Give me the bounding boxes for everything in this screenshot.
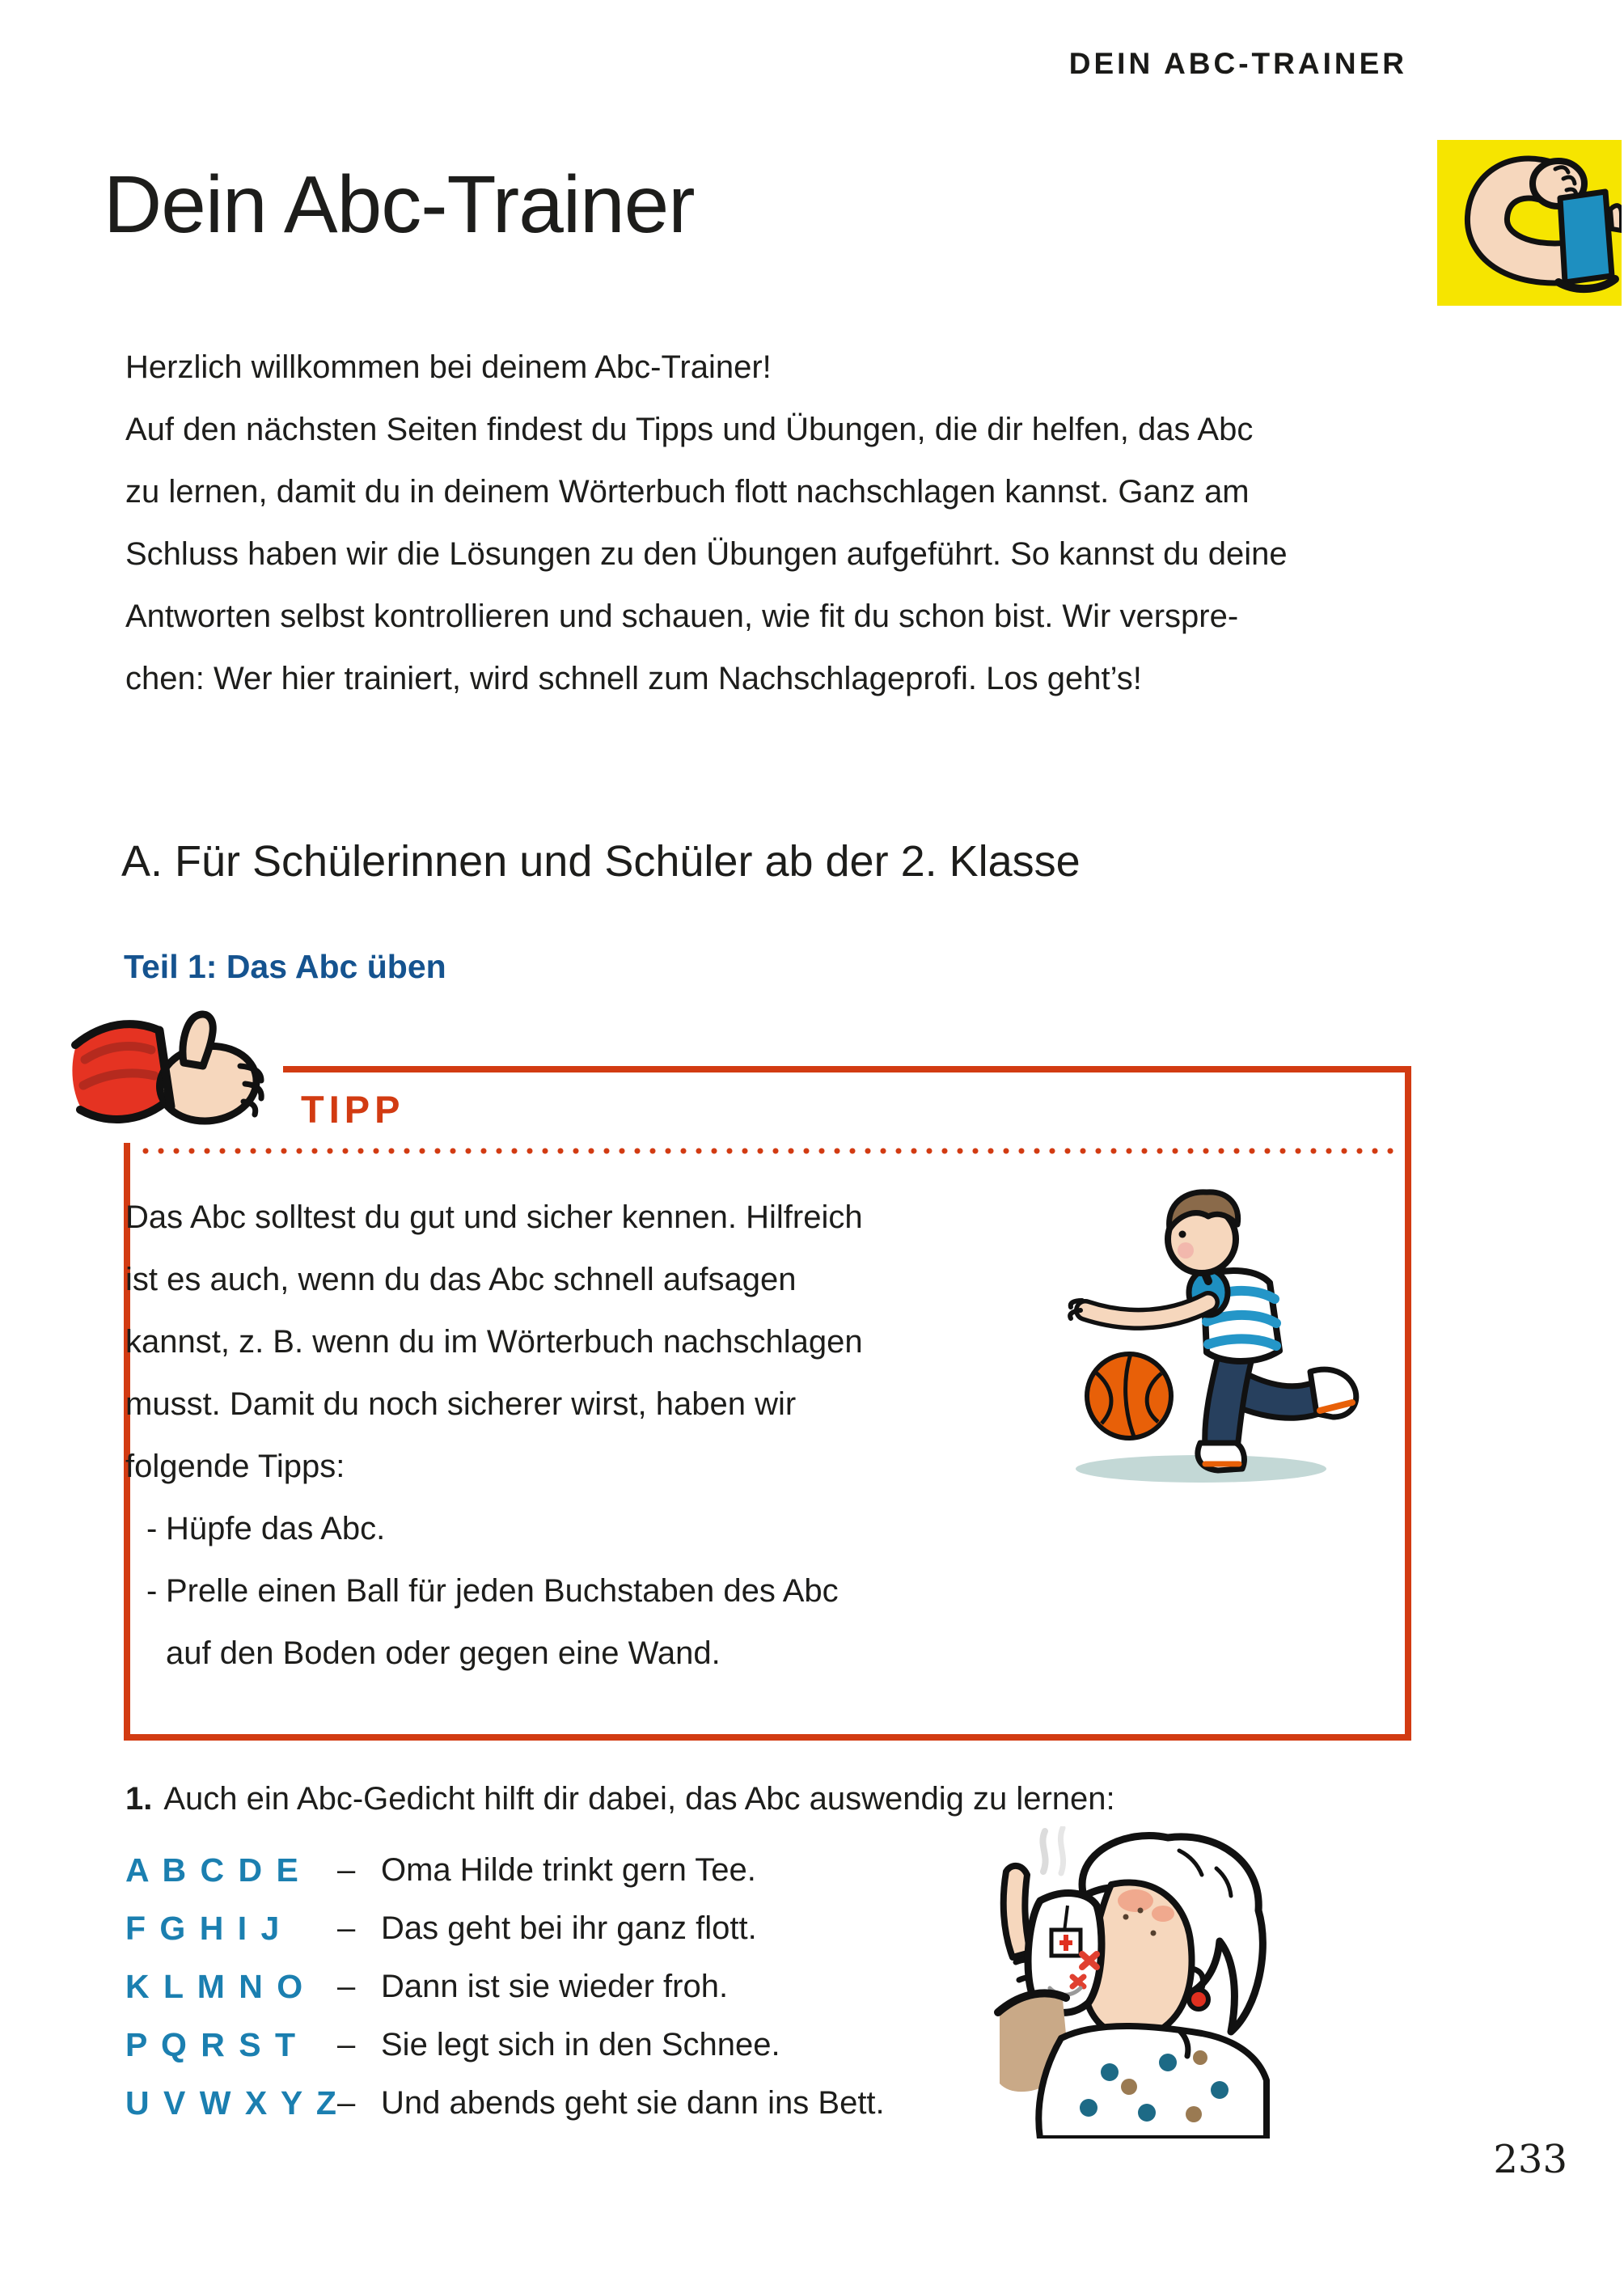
poem-text: Sie legt sich in den Schnee.: [381, 2026, 780, 2062]
poem-letters: U V W X Y Z: [125, 2084, 339, 2122]
poem-row: [125, 1899, 885, 1957]
poem-letters: F G H I J: [125, 1909, 282, 1947]
thumbs-up-illustration: [69, 1009, 283, 1143]
intro-paragraph: [125, 336, 1288, 710]
bullet-dash: -: [146, 1573, 158, 1609]
abc-poem: [125, 1841, 885, 2132]
dotted-divider: [142, 1147, 1394, 1155]
intro-line: Antworten selbst kontrollieren und schauen, wie fit du schon bist. Wir verspre-: [125, 599, 1239, 634]
bullet-dash: [125, 1622, 166, 1685]
intro-line: Schluss haben wir die Lösungen zu den Übungen aufgeführt. So kannst du deine: [125, 536, 1288, 572]
tip-text: [125, 1187, 863, 1685]
poem-text: Und abends geht sie dann ins Bett.: [381, 2084, 885, 2121]
page-title: Dein Abc-Trainer: [104, 159, 695, 250]
intro-line: Auf den nächsten Seiten findest du Tipps und Übungen, die dir helfen, das Abc: [125, 412, 1254, 447]
grandma-tea-icon: [988, 1826, 1276, 2139]
poem-text: Oma Hilde trinkt gern Tee.: [381, 1851, 756, 1888]
tip-line: ist es auch, wenn du das Abc schnell aufsagen: [125, 1262, 797, 1297]
poem-dash: –: [337, 1910, 356, 1946]
thumbs-up-icon: [69, 1009, 283, 1143]
basketball-boy-illustration: [1035, 1179, 1367, 1507]
bullet-text: Prelle einen Ball für jeden Buchstaben des Abc: [166, 1573, 839, 1609]
poem-text: Dann ist sie wieder froh.: [381, 1968, 729, 2004]
poem-letters: P Q R S T: [125, 2025, 298, 2063]
poem-dash: –: [337, 1968, 356, 2004]
exercise-text: Auch ein Abc-Gedicht hilft dir dabei, das Abc auswendig zu lernen:: [163, 1781, 1115, 1817]
flexed-arm-illustration: [1437, 140, 1622, 306]
poem-row: [125, 1841, 885, 1899]
poem-text: Das geht bei ihr ganz flott.: [381, 1910, 757, 1946]
poem-letters: A B C D E: [125, 1851, 301, 1889]
exercise-number: 1.: [125, 1781, 153, 1817]
page-number: 233: [1493, 2137, 1567, 2182]
intro-line: zu lernen, damit du in deinem Wörterbuch flott nachschlagen kannst. Ganz am: [125, 474, 1250, 510]
tip-bullet: [125, 1622, 863, 1685]
flexed-arm-icon: [1437, 140, 1622, 306]
tip-bullet: [125, 1498, 863, 1560]
exercise-prompt: [125, 1781, 1115, 1817]
tip-label: TIPP: [301, 1088, 405, 1131]
tip-line: musst. Damit du noch sicherer wirst, haben wir: [125, 1386, 797, 1422]
basketball-boy-icon: [1035, 1179, 1367, 1507]
poem-dash: –: [337, 2026, 356, 2062]
bullet-text: auf den Boden oder gegen eine Wand.: [166, 1635, 721, 1671]
intro-line: chen: Wer hier trainiert, wird schnell zum Nachschlageprofi. Los geht’s!: [125, 661, 1142, 696]
grandma-tea-illustration: [988, 1826, 1276, 2139]
bullet-text: Hüpfe das Abc.: [166, 1511, 386, 1546]
intro-line: Herzlich willkommen bei deinem Abc-Trainer!: [125, 349, 772, 385]
poem-dash: –: [337, 2084, 356, 2121]
poem-row: [125, 2016, 885, 2074]
tip-line: kannst, z. B. wenn du im Wörterbuch nachschlagen: [125, 1324, 863, 1360]
running-head: DEIN ABC-TRAINER: [1068, 47, 1407, 80]
poem-dash: –: [337, 1851, 356, 1888]
tip-line: folgende Tipps:: [125, 1449, 345, 1484]
bullet-dash: -: [146, 1511, 158, 1546]
section-subheading: Teil 1: Das Abc üben: [124, 948, 446, 985]
poem-letters: K L M N O: [125, 1967, 306, 2005]
poem-row: [125, 2074, 885, 2132]
tip-bullet: [125, 1560, 863, 1622]
poem-row: [125, 1957, 885, 2016]
section-heading: A. Für Schülerinnen und Schüler ab der 2. Klasse: [121, 837, 1081, 886]
tip-line: Das Abc solltest du gut und sicher kennen. Hilfreich: [125, 1199, 863, 1235]
